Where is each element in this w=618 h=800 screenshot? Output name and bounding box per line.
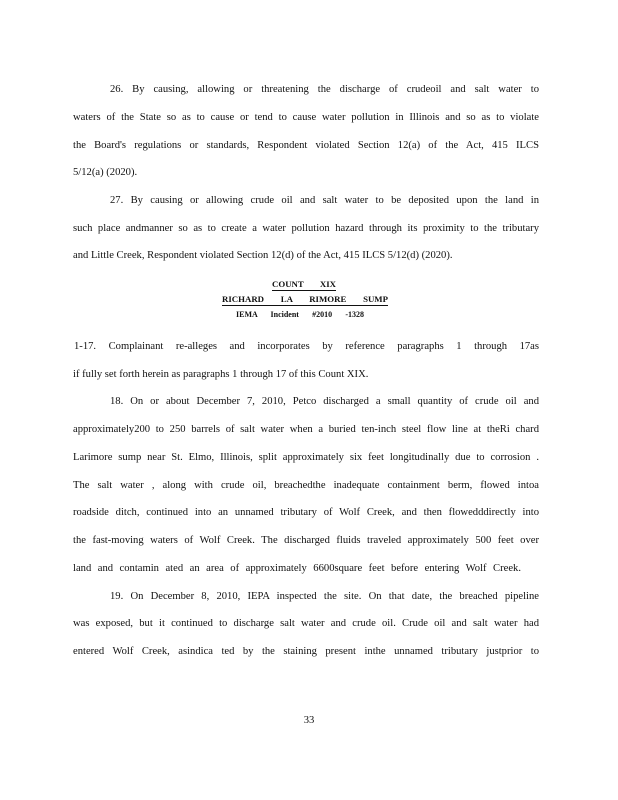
paragraph-26-line-3: the Board's regulations or standards, Respondent violated Section 12(a) of the Act, 415 ILCS bbox=[73, 140, 539, 151]
count-subtitle: RICHARD LA RIMORE SUMP bbox=[222, 294, 388, 304]
paragraph-18-line-1: 18. On or about December 7, 2010, Petco discharged a small quantity of crude oil and bbox=[110, 396, 539, 407]
paragraph-26-line-1: 26. By causing, allowing or threatening the discharge of crudeoil and salt water to bbox=[110, 84, 539, 95]
paragraph-19-line-1: 19. On December 8, 2010, IEPA inspected the site. On that date, the breached pipeline bbox=[110, 591, 539, 602]
paragraph-27-line-3: and Little Creek, Respondent violated Section 12(d) of the Act, 415 ILCS 5/12(d) (2020). bbox=[73, 250, 453, 261]
paragraph-18-line-5: roadside ditch, continued into an unnamed tributary of Wolf Creek, and then flowedddirectly into bbox=[73, 507, 539, 518]
paragraph-27-line-1: 27. By causing or allowing crude oil and salt water to be deposited upon the land in bbox=[110, 195, 539, 206]
paragraph-1-17-line-1: 1-17. Complainant re-alleges and incorporates by reference paragraphs 1 through 17as bbox=[74, 341, 539, 352]
paragraph-1-17-line-2: if fully set forth herein as paragraphs 1 through 17 of this Count XIX. bbox=[73, 369, 369, 380]
paragraph-18-line-7: land and contamin ated an area of approximately 6600square feet before entering Wolf Creek. bbox=[73, 563, 521, 574]
paragraph-18-line-6: the fast-moving waters of Wolf Creek. The discharged fluids traveled approximately 500 feet over bbox=[73, 535, 539, 546]
paragraph-18-line-4: The salt water , along with crude oil, breachedthe inadequate containment berm, flowed intoa bbox=[73, 480, 539, 491]
paragraph-26-line-2: waters of the State so as to cause or tend to cause water pollution in Illinois and so as to violate bbox=[73, 112, 539, 123]
paragraph-18-line-3: Larimore sump near St. Elmo, Illinois, split approximately six feet longitudinally due to corrosion . bbox=[73, 452, 539, 463]
paragraph-19-line-3: entered Wolf Creek, asindica ted by the staining present inthe unnamed tributary justprior to bbox=[73, 646, 539, 657]
count-title: COUNT XIX bbox=[272, 279, 336, 289]
page-number: 33 bbox=[303, 715, 315, 726]
paragraph-26-line-4: 5/12(a) (2020). bbox=[73, 167, 138, 178]
paragraph-18-line-2: approximately200 to 250 barrels of salt water when a buried ten-inch steel flow line at theRi chard bbox=[73, 424, 539, 435]
paragraph-27-line-2: such place andmanner so as to create a water pollution hazard through its proximity to the tributary bbox=[73, 223, 539, 234]
count-incident-line: IEMA Incident #2010 -1328 bbox=[236, 310, 364, 319]
paragraph-19-line-2: was exposed, but it continued to discharge salt water and crude oil. Crude oil and salt water had bbox=[73, 618, 539, 629]
